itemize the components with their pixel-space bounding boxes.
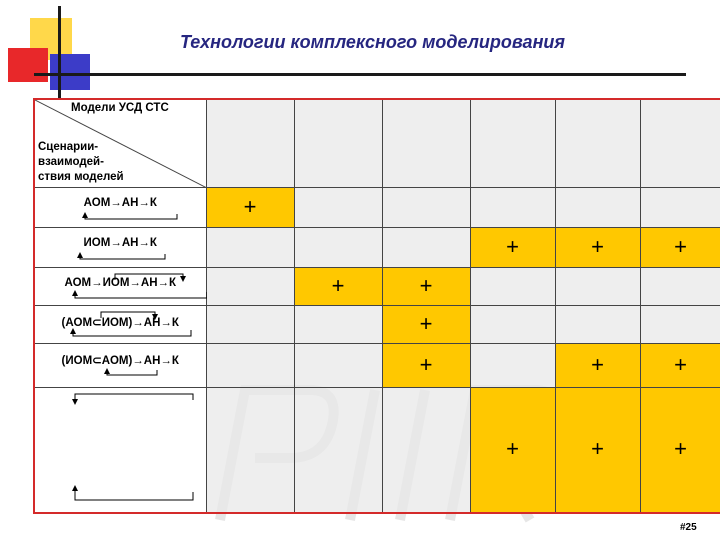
feedback-arrow (35, 228, 207, 268)
matrix-cell (470, 387, 555, 513)
feedback-arrow (35, 344, 207, 388)
scenarios-header-line: взаимодей- (38, 156, 104, 168)
table-row (34, 387, 720, 513)
decor-red-square (8, 48, 48, 82)
scenario-cell (34, 343, 206, 387)
matrix-cell (206, 387, 294, 513)
matrix-cell (294, 305, 382, 343)
scenarios-header-label (38, 140, 124, 185)
table-row (34, 343, 720, 387)
models-scenarios-table (33, 98, 720, 514)
matrix-cell (294, 343, 382, 387)
plus-mark: + (674, 436, 687, 462)
matrix-cell (382, 343, 470, 387)
feedback-arrow (35, 188, 207, 228)
matrix-cell (640, 267, 720, 305)
scenarios-header-line: ствия моделей (38, 171, 124, 183)
scenario-formula: (АОМ⊂ИОМ)→АН→К (61, 316, 179, 329)
plus-mark: + (331, 272, 345, 298)
matrix-cell (470, 187, 555, 227)
scenario-cell (34, 187, 206, 227)
matrix-cell (382, 187, 470, 227)
model-header-cell (470, 99, 555, 187)
plus-mark: + (506, 233, 519, 259)
matrix-cell (470, 305, 555, 343)
scenario-cell (34, 305, 206, 343)
matrix-cell (640, 305, 720, 343)
matrix-cell (206, 343, 294, 387)
model-header-cell (555, 99, 640, 187)
scenarios-header-line: Сценарии- (38, 141, 99, 153)
plus-mark: + (591, 436, 604, 462)
matrix-cell (382, 305, 470, 343)
matrix-cell (382, 387, 470, 513)
corner-header-cell (34, 99, 206, 187)
decor-vertical-line (58, 6, 61, 98)
plus-mark: + (243, 193, 257, 219)
matrix-cell (470, 343, 555, 387)
feedback-arrow (35, 306, 207, 344)
feedback-arrow (35, 268, 207, 306)
plus-mark: + (419, 351, 433, 377)
scenario-cell (34, 227, 206, 267)
scenario-cell (34, 267, 206, 305)
matrix-cell (294, 387, 382, 513)
matrix-cell (294, 187, 382, 227)
decor-blue-square (50, 54, 90, 90)
models-header-label: Модели УСД СТС (71, 102, 169, 114)
plus-mark: + (419, 272, 433, 298)
matrix-cell (555, 387, 640, 513)
matrix-cell (470, 227, 555, 267)
slide-title: Технологии комплексного моделирования (180, 32, 566, 52)
scenario-formula: (ИОМ⊂АОМ)→АН→К (61, 354, 179, 367)
plus-mark: + (674, 351, 687, 377)
matrix-cell (555, 343, 640, 387)
table-row (34, 187, 720, 227)
matrix-cell (555, 187, 640, 227)
scenario-formula: ИОМ→АН→К (83, 236, 157, 249)
matrix-cell (206, 227, 294, 267)
model-header-cell (206, 99, 294, 187)
matrix-cell (206, 305, 294, 343)
matrix-cell (294, 267, 382, 305)
table-row (34, 227, 720, 267)
matrix-cell (640, 343, 720, 387)
page-number: #25 (680, 522, 697, 533)
matrix-cell (555, 227, 640, 267)
scenario-formula: АОМ→АН→К (83, 196, 157, 209)
model-header-cell (382, 99, 470, 187)
scenario-cell (34, 387, 206, 513)
model-header-cell (640, 99, 720, 187)
plus-mark: + (591, 233, 604, 259)
matrix-cell (382, 227, 470, 267)
matrix-cell (294, 227, 382, 267)
plus-mark: + (674, 233, 687, 259)
model-header-cell (294, 99, 382, 187)
matrix-cell (470, 267, 555, 305)
feedback-arrow (35, 388, 207, 514)
matrix-cell (640, 227, 720, 267)
matrix-cell (555, 267, 640, 305)
matrix-cell (382, 267, 470, 305)
decor-horizontal-line (34, 73, 686, 76)
plus-mark: + (591, 351, 604, 377)
matrix-cell (640, 187, 720, 227)
plus-mark: + (419, 310, 433, 336)
table-row (34, 305, 720, 343)
matrix-cell (206, 267, 294, 305)
matrix-cell (555, 305, 640, 343)
matrix-cell (640, 387, 720, 513)
table-row (34, 267, 720, 305)
scenario-formula: АОМ→ИОМ→АН→К (64, 276, 177, 289)
plus-mark: + (506, 436, 519, 462)
matrix-cell (206, 187, 294, 227)
